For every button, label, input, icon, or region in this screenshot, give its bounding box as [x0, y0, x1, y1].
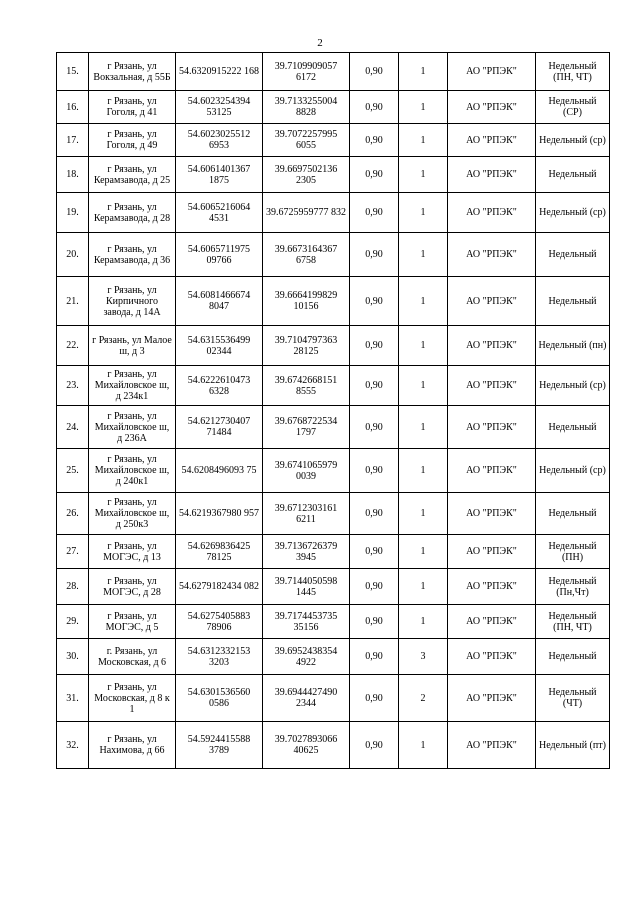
latitude-cell: 54.6219367980 957: [176, 493, 263, 535]
row-number: 16.: [57, 91, 89, 124]
container-count-cell: 1: [399, 91, 448, 124]
organization-cell: АО "РПЭК": [448, 449, 536, 493]
table-row: [57, 124, 610, 157]
address-cell: г Рязань, ул Гоголя, д 49: [89, 124, 176, 157]
volume-cell: 0,90: [350, 449, 399, 493]
address-cell: г Рязань, ул Керамзавода, д 25: [89, 157, 176, 193]
longitude-cell: 39.6944427490 2344: [263, 675, 350, 722]
schedule-cell: Недельный (Пн,Чт): [536, 569, 610, 605]
latitude-cell: 54.6320915222 168: [176, 53, 263, 91]
organization-cell: АО "РПЭК": [448, 91, 536, 124]
volume-cell: 0,90: [350, 157, 399, 193]
row-number: 31.: [57, 675, 89, 722]
container-count-cell: 1: [399, 406, 448, 449]
organization-cell: АО "РПЭК": [448, 124, 536, 157]
row-number: 25.: [57, 449, 89, 493]
volume-cell: 0,90: [350, 535, 399, 569]
longitude-cell: 39.6673164367 6758: [263, 233, 350, 277]
container-count-cell: 1: [399, 605, 448, 639]
container-count-cell: 1: [399, 493, 448, 535]
row-number: 22.: [57, 326, 89, 366]
schedule-cell: Недельный: [536, 233, 610, 277]
organization-cell: АО "РПЭК": [448, 326, 536, 366]
row-number: 17.: [57, 124, 89, 157]
address-cell: г Рязань, ул Малое ш, д 3: [89, 326, 176, 366]
schedule-cell: Недельный (ПН, ЧТ): [536, 605, 610, 639]
schedule-cell: Недельный (ср): [536, 366, 610, 406]
row-number: 29.: [57, 605, 89, 639]
volume-cell: 0,90: [350, 722, 399, 769]
row-number: 18.: [57, 157, 89, 193]
address-cell: г. Рязань, ул Московская, д 6: [89, 639, 176, 675]
table-row: [57, 53, 610, 91]
address-cell: г Рязань, ул МОГЭС, д 13: [89, 535, 176, 569]
address-cell: г Рязань, ул Михайловское ш, д 234к1: [89, 366, 176, 406]
container-sites-table: [56, 52, 610, 769]
container-count-cell: 1: [399, 366, 448, 406]
schedule-cell: Недельный (ср): [536, 193, 610, 233]
container-count-cell: 1: [399, 193, 448, 233]
volume-cell: 0,90: [350, 493, 399, 535]
row-number: 15.: [57, 53, 89, 91]
table-row: [57, 233, 610, 277]
schedule-cell: Недельный: [536, 157, 610, 193]
schedule-cell: Недельный (ср): [536, 124, 610, 157]
volume-cell: 0,90: [350, 91, 399, 124]
latitude-cell: 54.6065216064 4531: [176, 193, 263, 233]
volume-cell: 0,90: [350, 639, 399, 675]
latitude-cell: 54.6081466674 8047: [176, 277, 263, 326]
container-count-cell: 1: [399, 569, 448, 605]
longitude-cell: 39.6742668151 8555: [263, 366, 350, 406]
row-number: 23.: [57, 366, 89, 406]
row-number: 28.: [57, 569, 89, 605]
table-row: [57, 157, 610, 193]
container-count-cell: 1: [399, 326, 448, 366]
longitude-cell: 39.6952438354 4922: [263, 639, 350, 675]
organization-cell: АО "РПЭК": [448, 535, 536, 569]
row-number: 21.: [57, 277, 89, 326]
table-row: [57, 639, 610, 675]
latitude-cell: 54.6315536499 02344: [176, 326, 263, 366]
longitude-cell: 39.7144050598 1445: [263, 569, 350, 605]
schedule-cell: Недельный (СР): [536, 91, 610, 124]
table-row: [57, 722, 610, 769]
table-row: [57, 569, 610, 605]
longitude-cell: 39.7072257995 6055: [263, 124, 350, 157]
organization-cell: АО "РПЭК": [448, 157, 536, 193]
latitude-cell: 54.6212730407 71484: [176, 406, 263, 449]
container-count-cell: 1: [399, 535, 448, 569]
volume-cell: 0,90: [350, 277, 399, 326]
latitude-cell: 54.6279182434 082: [176, 569, 263, 605]
longitude-cell: 39.6712303161 6211: [263, 493, 350, 535]
latitude-cell: 54.6023254394 53125: [176, 91, 263, 124]
organization-cell: АО "РПЭК": [448, 675, 536, 722]
table-row: [57, 449, 610, 493]
schedule-cell: Недельный: [536, 277, 610, 326]
organization-cell: АО "РПЭК": [448, 722, 536, 769]
longitude-cell: 39.7174453735 35156: [263, 605, 350, 639]
schedule-cell: Недельный (пт): [536, 722, 610, 769]
volume-cell: 0,90: [350, 605, 399, 639]
row-number: 27.: [57, 535, 89, 569]
volume-cell: 0,90: [350, 675, 399, 722]
table-row: [57, 493, 610, 535]
container-count-cell: 3: [399, 639, 448, 675]
schedule-cell: Недельный (ЧТ): [536, 675, 610, 722]
organization-cell: АО "РПЭК": [448, 277, 536, 326]
longitude-cell: 39.6768722534 1797: [263, 406, 350, 449]
row-number: 20.: [57, 233, 89, 277]
table-row: [57, 605, 610, 639]
longitude-cell: 39.7136726379 3945: [263, 535, 350, 569]
latitude-cell: 54.6301536560 0586: [176, 675, 263, 722]
row-number: 30.: [57, 639, 89, 675]
address-cell: г Рязань, ул Михайловское ш, д 250к3: [89, 493, 176, 535]
schedule-cell: Недельный (ср): [536, 449, 610, 493]
table-row: [57, 675, 610, 722]
organization-cell: АО "РПЭК": [448, 233, 536, 277]
address-cell: г Рязань, ул Гоголя, д 41: [89, 91, 176, 124]
organization-cell: АО "РПЭК": [448, 53, 536, 91]
latitude-cell: 54.6269836425 78125: [176, 535, 263, 569]
volume-cell: 0,90: [350, 193, 399, 233]
schedule-cell: Недельный (ПН, ЧТ): [536, 53, 610, 91]
address-cell: г Рязань, ул МОГЭС, д 5: [89, 605, 176, 639]
longitude-cell: 39.7109909057 6172: [263, 53, 350, 91]
longitude-cell: 39.6697502136 2305: [263, 157, 350, 193]
table-row: [57, 326, 610, 366]
organization-cell: АО "РПЭК": [448, 406, 536, 449]
volume-cell: 0,90: [350, 366, 399, 406]
address-cell: г Рязань, ул Михайловское ш, д 236А: [89, 406, 176, 449]
latitude-cell: 54.6222610473 6328: [176, 366, 263, 406]
address-cell: г Рязань, ул Михайловское ш, д 240к1: [89, 449, 176, 493]
table-row: [57, 535, 610, 569]
organization-cell: АО "РПЭК": [448, 569, 536, 605]
longitude-cell: 39.7027893066 40625: [263, 722, 350, 769]
address-cell: г Рязань, ул Керамзавода, д 36: [89, 233, 176, 277]
organization-cell: АО "РПЭК": [448, 366, 536, 406]
container-count-cell: 1: [399, 157, 448, 193]
container-count-cell: 1: [399, 124, 448, 157]
latitude-cell: 54.6275405883 78906: [176, 605, 263, 639]
address-cell: г Рязань, ул Кирпичного завода, д 14А: [89, 277, 176, 326]
schedule-cell: Недельный (пн): [536, 326, 610, 366]
table-row: [57, 91, 610, 124]
address-cell: г Рязань, ул Нахимова, д 66: [89, 722, 176, 769]
schedule-cell: Недельный (ПН): [536, 535, 610, 569]
container-count-cell: 1: [399, 722, 448, 769]
volume-cell: 0,90: [350, 569, 399, 605]
longitude-cell: 39.7104797363 28125: [263, 326, 350, 366]
longitude-cell: 39.6664199829 10156: [263, 277, 350, 326]
latitude-cell: 54.6312332153 3203: [176, 639, 263, 675]
address-cell: г Рязань, ул Вокзальная, д 55Б: [89, 53, 176, 91]
row-number: 19.: [57, 193, 89, 233]
container-count-cell: 1: [399, 233, 448, 277]
latitude-cell: 54.6023025512 6953: [176, 124, 263, 157]
address-cell: г Рязань, ул Керамзавода, д 28: [89, 193, 176, 233]
latitude-cell: 54.6208496093 75: [176, 449, 263, 493]
table-row: [57, 193, 610, 233]
organization-cell: АО "РПЭК": [448, 605, 536, 639]
schedule-cell: Недельный: [536, 406, 610, 449]
volume-cell: 0,90: [350, 406, 399, 449]
volume-cell: 0,90: [350, 326, 399, 366]
container-count-cell: 1: [399, 53, 448, 91]
container-count-cell: 2: [399, 675, 448, 722]
volume-cell: 0,90: [350, 124, 399, 157]
volume-cell: 0,90: [350, 233, 399, 277]
organization-cell: АО "РПЭК": [448, 193, 536, 233]
organization-cell: АО "РПЭК": [448, 493, 536, 535]
longitude-cell: 39.6725959777 832: [263, 193, 350, 233]
table-row: [57, 277, 610, 326]
table-row: [57, 406, 610, 449]
organization-cell: АО "РПЭК": [448, 639, 536, 675]
row-number: 24.: [57, 406, 89, 449]
latitude-cell: 54.6061401367 1875: [176, 157, 263, 193]
container-count-cell: 1: [399, 449, 448, 493]
schedule-cell: Недельный: [536, 493, 610, 535]
row-number: 26.: [57, 493, 89, 535]
container-count-cell: 1: [399, 277, 448, 326]
row-number: 32.: [57, 722, 89, 769]
page-number: 2: [317, 37, 323, 49]
table-row: [57, 366, 610, 406]
longitude-cell: 39.6741065979 0039: [263, 449, 350, 493]
latitude-cell: 54.5924415588 3789: [176, 722, 263, 769]
latitude-cell: 54.6065711975 09766: [176, 233, 263, 277]
volume-cell: 0,90: [350, 53, 399, 91]
longitude-cell: 39.7133255004 8828: [263, 91, 350, 124]
address-cell: г Рязань, ул МОГЭС, д 28: [89, 569, 176, 605]
schedule-cell: Недельный: [536, 639, 610, 675]
address-cell: г Рязань, ул Московская, д 8 к 1: [89, 675, 176, 722]
